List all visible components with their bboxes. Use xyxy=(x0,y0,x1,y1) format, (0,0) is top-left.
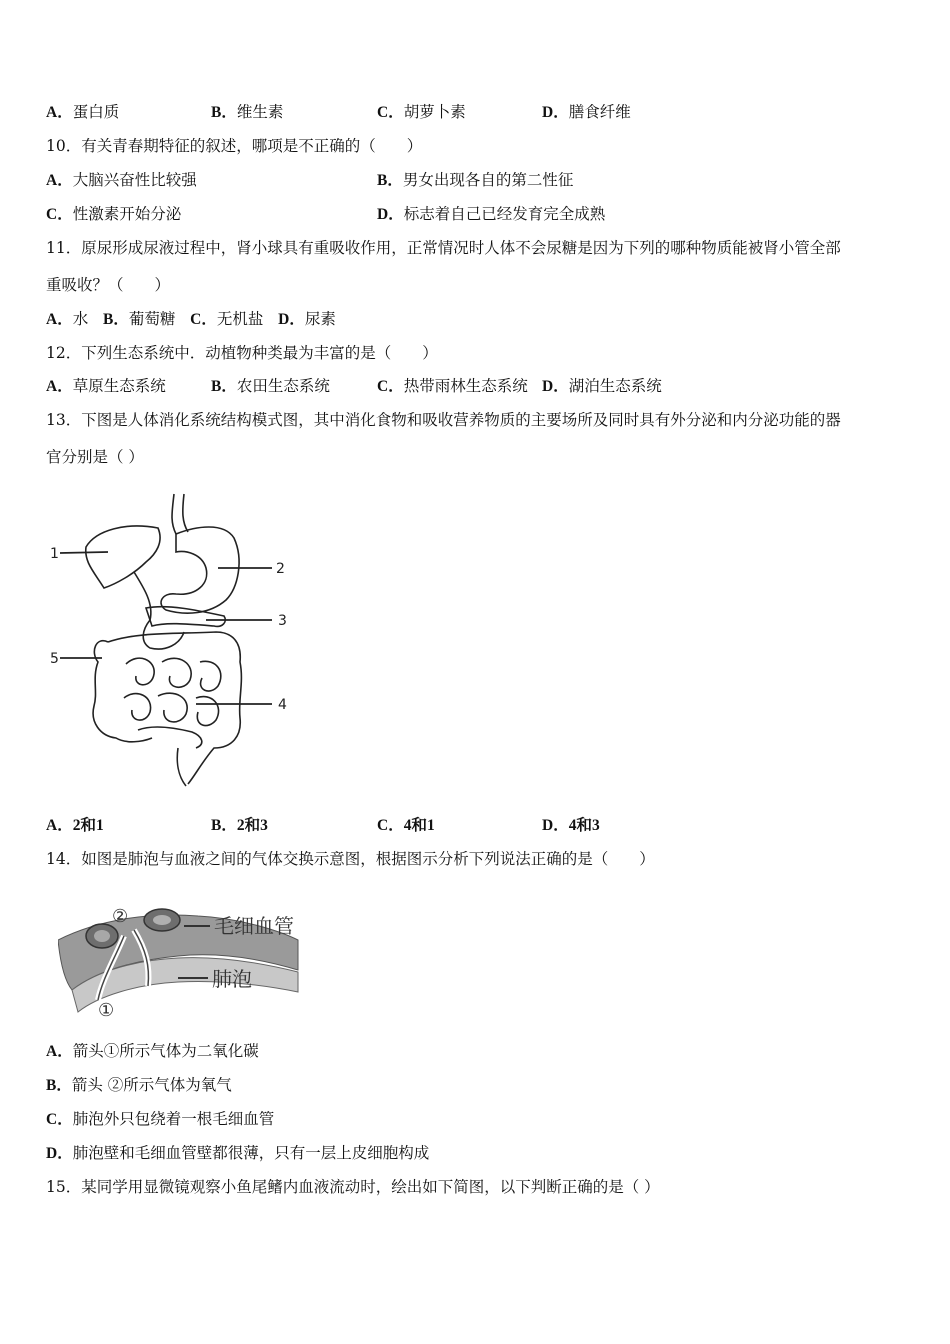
arrow-2-label: ② xyxy=(112,906,129,927)
q14-option-d xyxy=(46,1143,429,1164)
option-letter: C． xyxy=(377,817,404,834)
option-text: 葡萄糖 xyxy=(128,310,176,328)
q13-option-a xyxy=(46,815,104,836)
q14-option-b xyxy=(46,1075,232,1096)
option-letter: B． xyxy=(377,172,403,189)
q10-option-d xyxy=(377,204,605,225)
option-text: 肺泡外只包绕着一根毛细血管 xyxy=(72,1110,275,1128)
pancreas xyxy=(146,607,225,627)
alveolus-gas-exchange-diagram xyxy=(58,900,318,1024)
q12-option-a xyxy=(46,376,166,397)
q9-option-b xyxy=(211,102,283,123)
option-letter: D． xyxy=(542,378,569,395)
option-letter: D． xyxy=(46,1145,73,1162)
option-letter: B． xyxy=(211,817,237,834)
option-letter: C． xyxy=(377,378,404,395)
option-text: 湖泊生态系统 xyxy=(568,377,662,395)
q10-option-b xyxy=(377,170,573,191)
option-text: 大脑兴奋性比较强 xyxy=(72,171,197,189)
option-text: 无机盐 xyxy=(216,310,264,328)
q11-stem-line2: 重吸收？（ ） xyxy=(46,276,171,294)
option-text: 膳食纤维 xyxy=(568,103,631,121)
q9-option-d xyxy=(542,102,631,123)
q11-options-row xyxy=(46,309,336,330)
label-alveolus: 肺泡 xyxy=(212,967,252,991)
option-text: 尿素 xyxy=(304,310,336,328)
q9-option-a xyxy=(46,102,119,123)
option-letter: D． xyxy=(542,104,569,121)
q11-stem-line1: 11．原尿形成尿液过程中，肾小球具有重吸收作用，正常情况时人体不会尿糖是因为下列的哪种物质能被肾小管全部 xyxy=(46,239,841,257)
option-text: 男女出现各自的第二性征 xyxy=(402,171,574,189)
label-capillary: 毛细血管 xyxy=(214,914,294,938)
option-text: 维生素 xyxy=(236,103,284,121)
large-intestine xyxy=(93,632,241,784)
option-text: 蛋白质 xyxy=(72,103,120,121)
option-letter: A． xyxy=(46,1043,73,1060)
q13-option-b xyxy=(211,815,268,836)
esophagus xyxy=(172,494,188,534)
option-letter: A． xyxy=(46,172,73,189)
label-3: 3 xyxy=(278,613,287,629)
q14-option-c xyxy=(46,1109,274,1130)
q12-option-b xyxy=(211,376,330,397)
option-letter: A． xyxy=(46,311,73,328)
q9-option-c xyxy=(377,102,466,123)
q12-stem: 12．下列生态系统中．动植物种类最为丰富的是（ ） xyxy=(46,344,438,362)
option-letter: C． xyxy=(377,104,404,121)
option-letter: D． xyxy=(542,817,569,834)
q13-stem-line1: 13．下图是人体消化系统结构模式图，其中消化食物和吸收营养物质的主要场所及同时具有外分泌和内分泌功能的器 xyxy=(46,411,841,429)
option-text: 性激素开始分泌 xyxy=(72,205,182,223)
label-5: 5 xyxy=(50,651,59,667)
option-text: 2和3 xyxy=(236,817,268,834)
option-letter: D． xyxy=(377,206,404,223)
option-text: 胡萝卜素 xyxy=(403,103,466,121)
option-text: 农田生态系统 xyxy=(236,377,330,395)
option-letter: B． xyxy=(103,311,129,328)
q14-option-a xyxy=(46,1041,259,1062)
q13-option-c xyxy=(377,815,435,836)
small-intestine xyxy=(124,658,221,748)
option-text: 肺泡壁和毛细血管壁都很薄，只有一层上皮细胞构成 xyxy=(72,1144,430,1162)
q15-stem: 15．某同学用显微镜观察小鱼尾鳍内血液流动时，绘出如下简图，以下判断正确的是（ ） xyxy=(46,1178,660,1196)
label-2: 2 xyxy=(276,561,285,577)
q10-option-c xyxy=(46,204,181,225)
q10-stem: 10．有关青春期特征的叙述，哪项是不正确的（ ） xyxy=(46,137,423,155)
option-text: 草原生态系统 xyxy=(72,377,166,395)
option-letter: A． xyxy=(46,817,73,834)
option-letter: B． xyxy=(46,1077,72,1094)
option-letter: A． xyxy=(46,104,73,121)
option-letter: C． xyxy=(46,1111,73,1128)
option-text: 箭头①所示气体为二氧化碳 xyxy=(72,1042,259,1060)
option-text: 箭头 ②所示气体为氧气 xyxy=(71,1076,232,1094)
option-letter: D． xyxy=(278,311,305,328)
option-letter: B． xyxy=(211,378,237,395)
option-text: 4和1 xyxy=(403,817,435,834)
q12-option-d xyxy=(542,376,662,397)
option-letter: C． xyxy=(46,206,73,223)
q13-option-d xyxy=(542,815,600,836)
q10-option-a xyxy=(46,170,197,191)
q13-stem-line2: 官分别是（ ） xyxy=(46,448,144,466)
arrow-1-label: ① xyxy=(98,1000,115,1021)
option-text: 4和3 xyxy=(568,817,600,834)
label-4: 4 xyxy=(278,697,287,713)
option-text: 水 xyxy=(72,310,89,328)
option-letter: C． xyxy=(190,311,217,328)
option-text: 标志着自己已经发育完全成熟 xyxy=(403,205,606,223)
option-letter: B． xyxy=(211,104,237,121)
digestive-system-diagram xyxy=(46,492,296,792)
liver xyxy=(86,526,160,588)
label-1: 1 xyxy=(50,546,59,562)
q12-option-c xyxy=(377,376,528,397)
stomach xyxy=(161,527,239,613)
option-text: 2和1 xyxy=(72,817,104,834)
option-letter: A． xyxy=(46,378,73,395)
option-text: 热带雨林生态系统 xyxy=(403,377,528,395)
q14-stem: 14．如图是肺泡与血液之间的气体交换示意图，根据图示分析下列说法正确的是（ ） xyxy=(46,850,655,868)
rectum xyxy=(177,748,186,786)
